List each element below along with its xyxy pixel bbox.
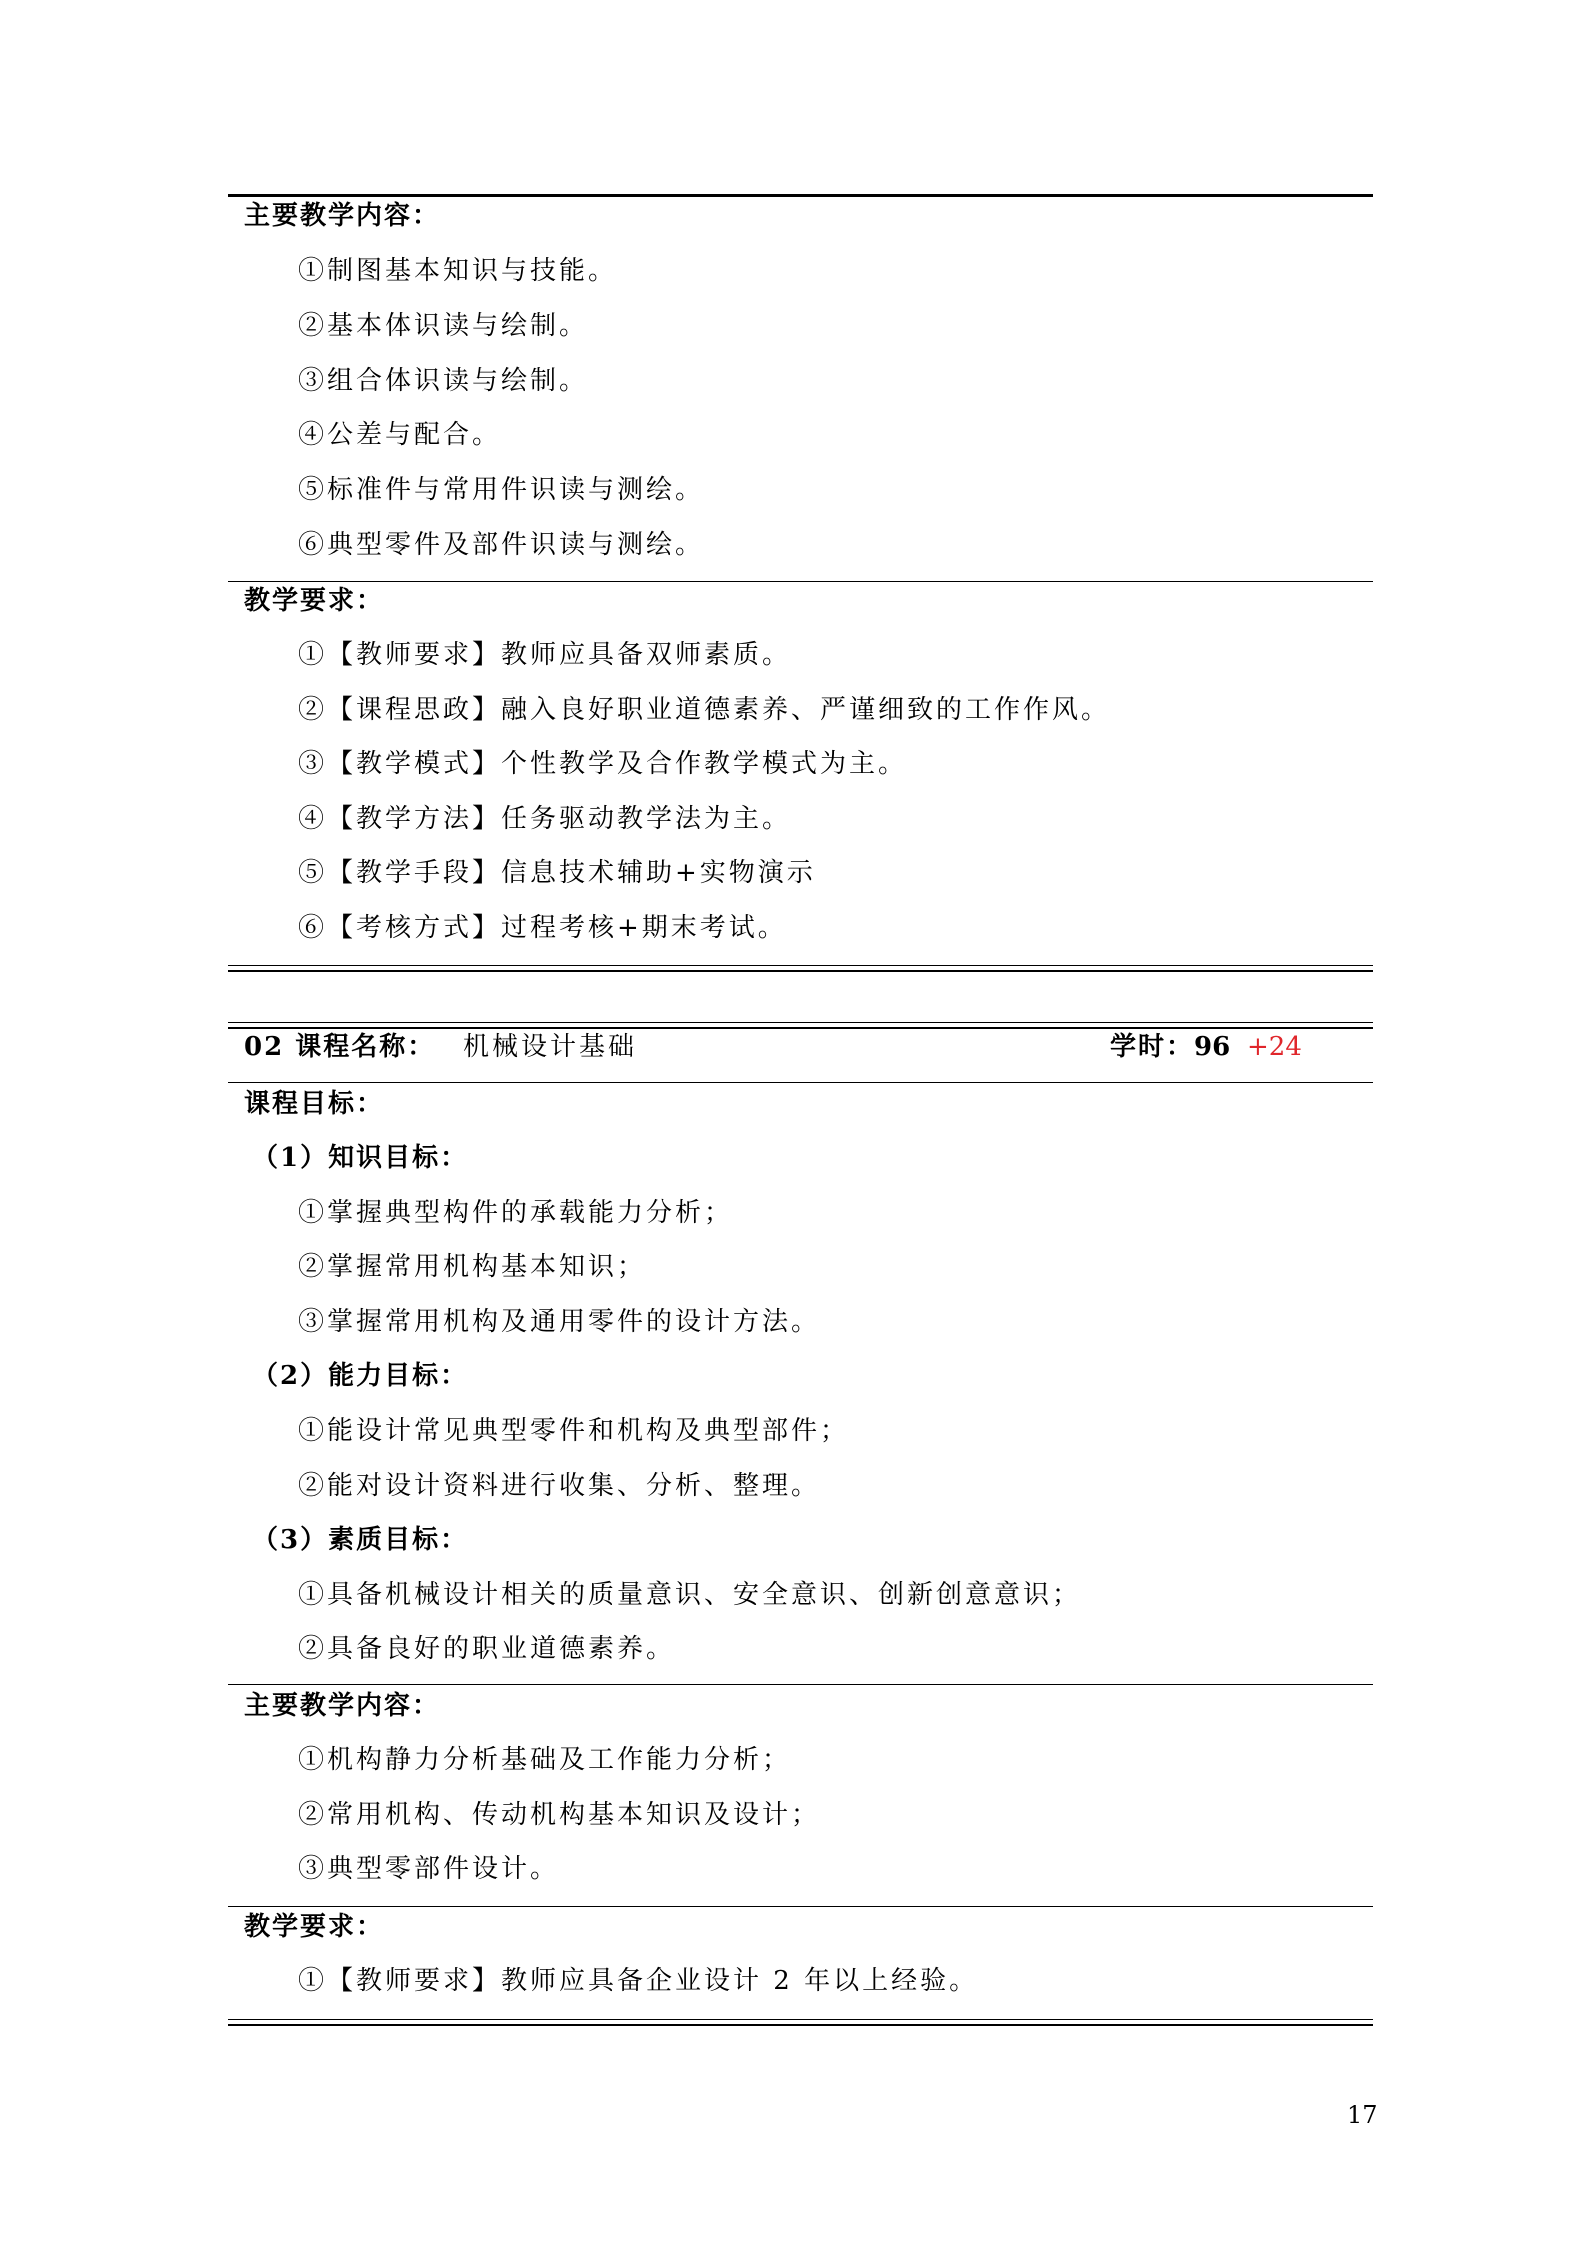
- content-item: ②基本体识读与绘制。: [298, 311, 589, 341]
- ability-item: ①能设计常见典型零件和机构及典型部件；: [298, 1416, 850, 1446]
- requirement-item: ①【教师要求】教师应具备双师素质。: [298, 640, 792, 670]
- objectives-heading: 课程目标：: [244, 1089, 385, 1119]
- knowledge-heading: （1）知识目标：: [252, 1143, 469, 1173]
- table-rule: [228, 1906, 1373, 1907]
- content-item: ②常用机构、传动机构基本知识及设计；: [298, 1800, 821, 1830]
- content-item: ③组合体识读与绘制。: [298, 366, 589, 396]
- course-number-label: 02 课程名称：: [244, 1032, 436, 1062]
- requirement-item: ①【教师要求】教师应具备企业设计 2 年以上经验。: [298, 1966, 979, 1996]
- quality-item: ①具备机械设计相关的质量意识、安全意识、创新创意意识；: [298, 1580, 1082, 1610]
- knowledge-item: ②掌握常用机构基本知识；: [298, 1252, 647, 1282]
- ability-heading: （2）能力目标：: [252, 1361, 469, 1391]
- content-heading: 主要教学内容：: [244, 1691, 441, 1721]
- quality-heading: （3）素质目标：: [252, 1525, 469, 1555]
- content-item: ①制图基本知识与技能。: [298, 256, 618, 286]
- hours-extra: +24: [1247, 1032, 1302, 1062]
- table-rule: [228, 581, 1373, 582]
- page-number: 17: [1347, 2101, 1378, 2129]
- hours-value: 96: [1194, 1032, 1231, 1062]
- requirement-item: ②【课程思政】融入良好职业道德素养、严谨细致的工作作风。: [298, 695, 1111, 725]
- table-rule-top: [228, 194, 1373, 197]
- requirement-item: ⑥【考核方式】过程考核+期末考试。: [298, 913, 787, 943]
- requirement-item: ⑤【教学手段】信息技术辅助+实物演示: [298, 858, 816, 888]
- content-item: ④公差与配合。: [298, 420, 502, 450]
- table-rule: [228, 1082, 1373, 1083]
- requirement-item: ④【教学方法】任务驱动教学法为主。: [298, 804, 792, 834]
- requirement-item: ③【教学模式】个性教学及合作教学模式为主。: [298, 749, 908, 779]
- content-heading: 主要教学内容：: [244, 201, 441, 231]
- course-table-rule-top: [228, 1022, 1373, 1029]
- content-item: ⑥典型零件及部件识读与测绘。: [298, 530, 705, 560]
- ability-item: ②能对设计资料进行收集、分析、整理。: [298, 1471, 821, 1501]
- quality-item: ②具备良好的职业道德素养。: [298, 1634, 676, 1664]
- table-rule: [228, 1684, 1373, 1685]
- knowledge-item: ③掌握常用机构及通用零件的设计方法。: [298, 1307, 821, 1337]
- course-name: 机械设计基础: [463, 1032, 638, 1062]
- knowledge-item: ①掌握典型构件的承载能力分析；: [298, 1198, 734, 1228]
- course-table-rule-bottom: [228, 2019, 1373, 2026]
- table-rule-bottom: [228, 965, 1373, 972]
- content-item: ⑤标准件与常用件识读与测绘。: [298, 475, 705, 505]
- hours-label: 学时：: [1110, 1032, 1195, 1062]
- requirements-heading: 教学要求：: [244, 586, 385, 616]
- course-hours: [1110, 1030, 1230, 1064]
- requirements-heading: 教学要求：: [244, 1912, 385, 1942]
- content-item: ①机构静力分析基础及工作能力分析；: [298, 1745, 792, 1775]
- content-item: ③典型零部件设计。: [298, 1854, 560, 1884]
